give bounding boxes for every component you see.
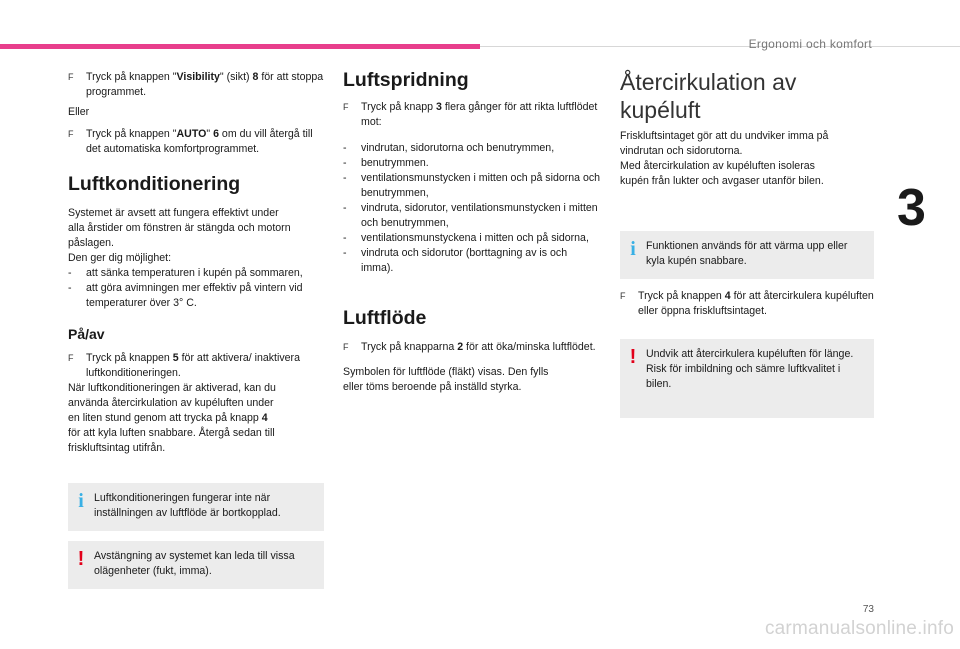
list-item: - ventilationsmunstyckena i mitten och på sidorna, [343,232,589,244]
info-icon: i [630,238,636,260]
column-1 [68,70,324,589]
list-item: - benutrymmen. [343,157,429,169]
header-rule [480,46,960,47]
bullet-luftspridning: F Tryck på knapp 3 flera gånger för att rikta luftflödet mot: [343,101,598,128]
luftflode-paragraph: Symbolen för luftflöde (fläkt) visas. Den fylls eller töms beroende på inställd styrka. [343,366,549,393]
column-3 [620,68,874,418]
intro-paragraph: Systemet är avsett att fungera effektivt under alla årstider om fönstren är stängda och motorn påslagen. Den ger dig möjlighet: [68,207,291,264]
heading-luftkonditionering: Luftkonditionering [68,173,241,195]
bullet-atercirkulation: F Tryck på knappen 4 för att återcirkulera kupéluften eller öppna friskluftsintaget. [620,290,874,317]
chapter-number: 3 [897,179,926,237]
bullet-onoff: F Tryck på knappen 5 för att aktivera/ inaktivera luftkonditioneringen. [68,352,300,379]
airflow-direction-list [343,141,601,276]
warning-icon: ! [629,346,637,368]
bullet-marker: F [68,72,74,82]
header-accent-bar [0,44,480,49]
info-note: i Luftkonditioneringen fungerar inte när inställningen av luftflöde är bortkopplad. [68,483,324,531]
or-text: Eller [68,106,90,118]
subheading-pa-av: På/av [68,326,105,342]
list-item: - att göra avimningen mer effektiv på vintern vid temperaturer över 3° C. [68,282,303,309]
section-title: Ergonomi och komfort [748,37,872,51]
bullet-visibility: F Tryck på knappen "Visibility" (sikt) 8 för att stoppa programmet. [68,71,324,98]
list-item: - vindruta och sidorutor (borttagning av is och imma). [343,247,568,274]
list-item: - att sänka temperaturen i kupén på sommaren, [68,267,303,279]
bullet-luftflode: F Tryck på knapparna 2 för att öka/minska luftflödet. [343,341,596,353]
warning-note: ! Undvik att återcirkulera kupéluften för länge. Risk för imbildning och sämre luftkvalitet i bilen. [620,339,874,418]
bullet-marker: F [343,102,349,112]
info-note: i Funktionen används för att värma upp eller kyla kupén snabbare. [620,231,874,279]
bullet-auto: F Tryck på knappen "AUTO" 6 om du vill återgå till det automatiska komfortprogrammet. [68,128,313,155]
heading-luftspridning: Luftspridning [343,69,469,91]
heading-luftflode: Luftflöde [343,307,427,329]
bullet-marker: F [68,353,74,363]
heading-atercirkulation: Återcirkulation av kupéluft [620,69,797,123]
bullet-marker: F [343,342,349,352]
warning-icon: ! [77,548,85,570]
bullet-marker: F [620,291,626,301]
list-item: - ventilationsmunstycken i mitten och på sidorna och benutrymmen, [343,172,601,199]
page-number: 73 [862,604,874,615]
warning-note: ! Avstängning av systemet kan leda till vissa olägenheter (fukt, imma). [68,541,324,589]
list-item: - vindruta, sidorutor, ventilationsmunstycken i mitten och benutrymmen, [343,202,598,229]
list-item: - vindrutan, sidorutorna och benutrymmen, [343,142,555,154]
column-2 [343,68,601,395]
atercirkulation-paragraph: Friskluftsintaget gör att du undviker imma på vindrutan och sidorutorna. Med återcirkulation av kupéluften isoleras kupén från lukter och avgaser utanför bilen. [620,130,829,187]
bullet-marker: F [68,129,74,139]
watermark-logo: carmanualsonline.info [764,618,954,639]
onoff-paragraph: När luftkonditioneringen är aktiverad, kan du använda återcirkulation av kupéluften under en liten stund genom att trycka på knapp 4 för att kyla luften snabbare. Återgå sedan till friskluftsintag utifrån. [68,382,276,454]
info-icon: i [78,490,84,512]
